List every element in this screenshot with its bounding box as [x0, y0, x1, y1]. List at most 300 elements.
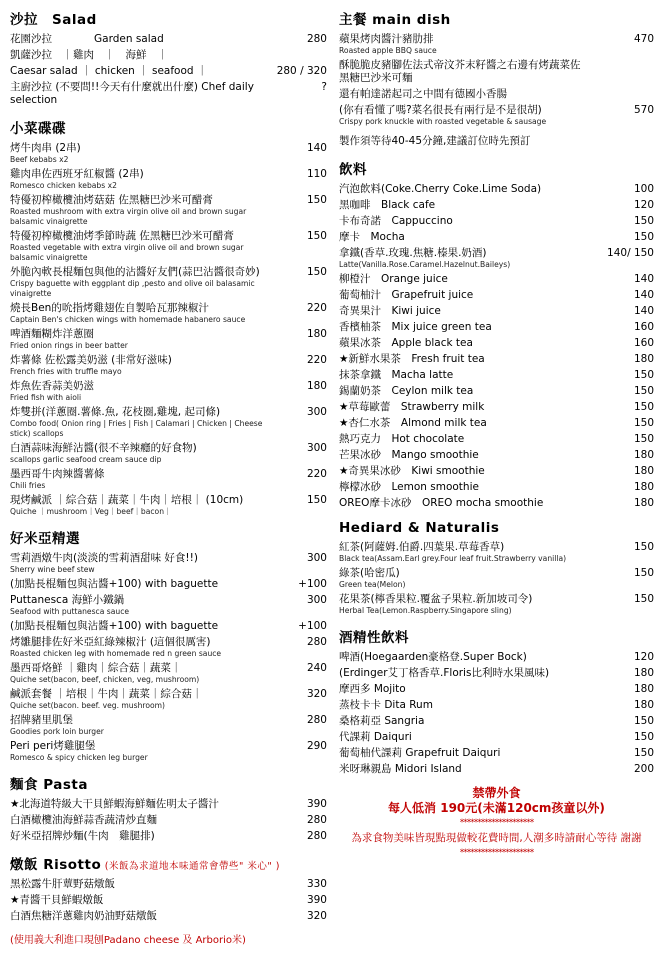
menu-item-name: 炸魚佐香蒜美奶滋 — [10, 380, 94, 392]
menu-item-name: 柳橙汁 Orange juice — [338, 273, 448, 285]
section-title-text: 好米亞精選 — [10, 531, 80, 547]
menu-item — [339, 715, 654, 728]
menu-item-text — [339, 337, 596, 350]
menu-item-price: 160 — [633, 337, 654, 349]
menu-item-name: ★奇異果冰砂 Kiwi smoothie — [338, 465, 485, 477]
menu-item-description: Captain Ben's chicken wings with homemade habanero sauce — [10, 315, 246, 324]
menu-item-text — [339, 183, 596, 196]
menu-item — [339, 353, 654, 366]
menu-item-price: 280 — [306, 814, 327, 826]
menu-item-price: +100 — [298, 578, 327, 590]
menu-item-price: 300 — [306, 594, 327, 606]
right-footer-block — [339, 786, 654, 861]
menu-item — [10, 662, 327, 685]
menu-item-text — [10, 594, 275, 617]
menu-item-name: 酥脆脆皮豬腳佐法式帝汶芥末籽醬之右邊有烤蔬菜佐黑糖巴沙米可麵 — [338, 59, 581, 84]
section-title-text: 麵食 Pasta — [10, 777, 88, 793]
menu-item — [10, 594, 327, 617]
menu-item-name: OREO摩卡冰砂 OREO mocha smoothie — [338, 497, 544, 509]
menu-item-name: 熱巧克力 Hot chocolate — [338, 433, 465, 445]
menu-item — [339, 33, 654, 56]
menu-item-description: Goodies pork loin burger — [10, 727, 104, 736]
menu-item — [339, 231, 654, 244]
menu-item-description: Latte(Vanilla.Rose.Caramel.Hazelnut.Baileys) — [338, 260, 511, 269]
menu-item-text — [339, 667, 596, 680]
menu-item-text — [10, 65, 275, 78]
menu-item-price: 180 — [633, 683, 654, 695]
menu-item — [10, 468, 327, 491]
menu-item-price: 220 — [306, 354, 327, 366]
footer-stars-top: ********************* — [459, 818, 534, 828]
menu-item-price: 330 — [306, 878, 327, 890]
menu-item — [10, 33, 327, 46]
menu-item-text — [339, 59, 596, 85]
menu-item-price: 180 — [633, 465, 654, 477]
section-title-rice — [10, 527, 327, 547]
menu-item — [10, 878, 327, 891]
menu-item — [339, 417, 654, 430]
menu-item-price: 150 — [633, 731, 654, 743]
menu-item-price: 150 — [633, 593, 654, 605]
menu-item — [10, 49, 327, 62]
footer-minimum-charge: 每人低消 190元(未滿120cm孩童以外) — [388, 801, 605, 815]
menu-item-name: 綠茶(哈密瓜) — [338, 567, 400, 579]
menu-item-text — [339, 465, 596, 478]
menu-item-name: 奇異果汁 Kiwi juice — [338, 305, 441, 317]
menu-item-text — [339, 593, 596, 616]
menu-item-name: 紅茶(阿薩姆.伯爵.四葉果.草莓香草) — [338, 541, 505, 553]
menu-item-text — [10, 798, 275, 811]
menu-item-text — [339, 449, 596, 462]
menu-item-text — [10, 830, 275, 843]
menu-item-text — [339, 104, 596, 127]
menu-item-text — [10, 878, 275, 891]
menu-item-price: 150 — [306, 494, 327, 506]
menu-item-name: ★杏仁水茶 Almond milk tea — [338, 417, 487, 429]
menu-item-name: 啤酒麵糊炸洋蔥圈 — [10, 328, 94, 340]
menu-item — [10, 266, 327, 299]
menu-item-name: 摩西多 Mojito — [338, 683, 406, 695]
menu-item-name: (你有看懂了嗎?菜名很長有兩行是不是很胡) — [338, 104, 542, 116]
menu-item-name: 燒長Ben的吮指烤雞翅佐自製哈瓦那辣椒汁 — [10, 302, 209, 314]
menu-item-name: 桑格莉亞 Sangria — [338, 715, 425, 727]
menu-item — [10, 798, 327, 811]
menu-item-name: 招牌豬里肌堡 — [10, 714, 73, 726]
footer-no-outside-food: 禁帶外食 — [472, 786, 521, 800]
menu-item-name: 汽泡飲料(Coke.Cherry Coke.Lime Soda) — [338, 183, 542, 195]
menu-item-description: Fried fish with aioli — [10, 393, 82, 402]
menu-item-text — [10, 81, 275, 107]
menu-item — [339, 183, 654, 196]
menu-item-price: 300 — [306, 406, 327, 418]
menu-item-text — [10, 662, 275, 685]
menu-item-name: 現烤鹹派 ｜綜合菇｜蔬菜｜牛肉｜培根｜ (10cm) — [10, 494, 244, 506]
menu-item-text — [339, 497, 596, 510]
menu-item — [10, 894, 327, 907]
menu-item — [10, 636, 327, 659]
menu-item-price: 200 — [633, 763, 654, 775]
menu-item — [339, 385, 654, 398]
menu-item-text — [339, 289, 596, 302]
menu-item — [339, 433, 654, 446]
menu-item-price: 150 — [306, 230, 327, 242]
menu-item-price: 180 — [633, 481, 654, 493]
menu-item-text — [339, 88, 596, 101]
menu-item-text — [10, 33, 275, 46]
menu-item-text — [10, 714, 275, 737]
menu-item-text — [10, 494, 275, 517]
menu-item-text — [339, 481, 596, 494]
menu-item — [10, 65, 327, 78]
menu-item — [339, 401, 654, 414]
menu-item-text — [10, 194, 275, 227]
menu-item — [339, 497, 654, 510]
menu-item-name: 蘋果冰茶 Apple black tea — [338, 337, 473, 349]
menu-item-text — [339, 731, 596, 744]
menu-item-name: 烤雛腿排佐好米亞紅綠辣椒汁 (這個很厲害) — [10, 636, 211, 648]
menu-item-name: 主廚沙拉 (不要問!!今天有什麼就出什麼) Chef daily selection — [10, 81, 254, 106]
menu-item — [10, 494, 327, 517]
menu-item-name: 葡萄柚汁 Grapefruit juice — [338, 289, 474, 301]
menu-item-price: 150 — [633, 567, 654, 579]
menu-item-name: Puttanesca 海鮮小鐵鍋 — [10, 594, 125, 606]
menu-item-description: Quiche ｜mushroom｜Veg｜beef｜bacon｜ — [10, 507, 172, 516]
menu-item-name: ★新鮮水果茶 Fresh fruit tea — [338, 353, 485, 365]
menu-item-price: 150 — [633, 369, 654, 381]
menu-item — [339, 593, 654, 616]
menu-item-name: 還有帕達諾起司之中間有德國小香腸 — [338, 88, 507, 100]
menu-item-price: 180 — [633, 497, 654, 509]
menu-item — [10, 168, 327, 191]
menu-item-price: ? — [321, 81, 327, 93]
menu-item-text — [339, 763, 596, 776]
menu-item-price: 140 — [633, 289, 654, 301]
menu-item-name: 代課莉 Daiquri — [338, 731, 412, 743]
section-title-salad — [10, 8, 327, 28]
menu-item-text — [10, 552, 275, 575]
menu-item-name: 墨西哥烙鮮 ｜雞肉｜綜合菇｜蔬菜｜ — [10, 662, 182, 674]
menu-item-text — [10, 142, 275, 165]
menu-item — [339, 731, 654, 744]
menu-item — [10, 328, 327, 351]
menu-item-price: 390 — [306, 798, 327, 810]
menu-item-text — [339, 369, 596, 382]
menu-item — [10, 714, 327, 737]
menu-item — [339, 481, 654, 494]
menu-item-text — [10, 814, 275, 827]
menu-item-text — [10, 406, 275, 439]
menu-item-price: 290 — [306, 740, 327, 752]
menu-item-name: 錫蘭奶茶 Ceylon milk tea — [338, 385, 474, 397]
menu-item-name: (加點長棍麵包與沾醬+100) with baguette — [10, 620, 219, 632]
menu-item — [339, 321, 654, 334]
menu-item-price: 150 — [633, 231, 654, 243]
menu-item — [10, 578, 327, 591]
menu-item-text — [10, 266, 275, 299]
menu-item-text — [10, 620, 275, 633]
menu-item-text — [10, 578, 275, 591]
menu-item — [339, 305, 654, 318]
section-title-text: Hediard & Naturalis — [338, 520, 500, 536]
menu-item — [339, 567, 654, 590]
menu-item-price: 320 — [306, 688, 327, 700]
menu-item-text — [10, 302, 275, 325]
menu-item-name: 花園沙拉 Garden salad — [10, 33, 164, 45]
menu-item-price: 150 — [306, 266, 327, 278]
menu-item-text — [339, 433, 596, 446]
menu-item — [10, 688, 327, 711]
menu-item-text — [10, 740, 275, 763]
menu-item-price: 280 — [306, 636, 327, 648]
menu-item-description: Crispy baguette with eggplant dip ,pesto and olive oil balasamic vinaigrette — [10, 279, 255, 298]
menu-item-name: 黑松露牛肝蕈野菇燉飯 — [10, 878, 115, 890]
menu-item-name: 香檳柚茶 Mix juice green tea — [338, 321, 492, 333]
menu-item-price: 180 — [633, 353, 654, 365]
menu-item — [339, 289, 654, 302]
menu-item-price: 140 — [306, 142, 327, 154]
menu-item-text — [10, 442, 275, 465]
menu-item — [10, 302, 327, 325]
menu-item — [10, 142, 327, 165]
menu-item-price: 470 — [633, 33, 654, 45]
right-column — [335, 8, 654, 960]
menu-item-price: 320 — [306, 910, 327, 922]
menu-item — [339, 273, 654, 286]
section-title-hediard — [339, 520, 654, 536]
menu-item-text — [339, 683, 596, 696]
menu-item-price: 570 — [633, 104, 654, 116]
menu-item-name: 好米亞招牌炒麵(牛肉 雞腿排) — [10, 830, 155, 842]
menu-item-description: Black tea(Assam.Earl grey.Four leaf fruit.Strawberry vanilla) — [338, 554, 567, 563]
section-note: 製作須等待40-45分鐘,建議訂位時先預訂 — [338, 135, 531, 147]
menu-item-description: Romesco & spicy chicken leg burger — [10, 753, 148, 762]
menu-item-name: 鹹派套餐 ｜培根｜牛肉｜蔬菜｜綜合菇｜ — [10, 688, 203, 700]
menu-item-text — [10, 894, 275, 907]
menu-item-text — [339, 651, 596, 664]
menu-item-description: Roasted chicken leg with homemade red n green sauce — [10, 649, 222, 658]
menu-item-description: Seafood with puttanesca sauce — [10, 607, 130, 616]
menu-item — [339, 88, 654, 101]
menu-item — [339, 337, 654, 350]
section-title-alcohol — [339, 626, 654, 646]
menu-item-price: 150 — [306, 194, 327, 206]
menu-item-name: 啤酒(Hoegaarden豪格登.Super Bock) — [338, 651, 527, 663]
menu-item-text — [10, 168, 275, 191]
section-title-text: 小菜碟碟 — [10, 121, 66, 137]
menu-item-price: 150 — [633, 747, 654, 759]
menu-item-name: 花果茶(檸香果粒.覆盆子果粒.新加坡司令) — [338, 593, 533, 605]
menu-item-name: 蒸枝卡卡 Dita Rum — [338, 699, 433, 711]
left-footer-note: (使用義大利進口現刨Padano cheese 及 Arborio米) — [10, 935, 246, 946]
menu-item-price: 160 — [633, 321, 654, 333]
menu-item-name: 炸雙拼(洋蔥圈.薯條.魚, 花枝圈,雞塊, 起司條) — [10, 406, 221, 418]
menu-item-name: 檸檬冰砂 Lemon smoothie — [338, 481, 479, 493]
section-title-text: 主餐 main dish — [338, 12, 451, 28]
menu-item-price: 180 — [633, 667, 654, 679]
menu-item-text — [339, 305, 596, 318]
menu-item-text — [339, 199, 596, 212]
menu-item-name: 抹茶拿鐵 Macha latte — [338, 369, 454, 381]
menu-item — [339, 541, 654, 564]
menu-item-text — [339, 273, 596, 286]
menu-item-text — [10, 230, 275, 263]
menu-item-name: ★青醬干貝鮮蝦燉飯 — [10, 894, 104, 906]
menu-item-price: 180 — [633, 699, 654, 711]
menu-item-text — [339, 231, 596, 244]
menu-item-description: Romesco chicken kebabs x2 — [10, 181, 117, 190]
menu-item — [339, 59, 654, 85]
menu-item-price: 150 — [633, 401, 654, 413]
menu-item-price: 140/ 150 — [607, 247, 654, 259]
menu-item-name: 黑咖啡 Black cafe — [338, 199, 436, 211]
menu-item-price: 240 — [306, 662, 327, 674]
menu-item — [339, 465, 654, 478]
menu-item-name: 特優初榨橄欖油烤季節時蔬 佐黑糖巴沙米可醋膏 — [10, 230, 234, 242]
menu-item-name: (加點長棍麵包與沾醬+100) with baguette — [10, 578, 219, 590]
menu-item-name: Peri peri烤雞腿堡 — [10, 740, 96, 752]
menu-item — [10, 830, 327, 843]
menu-item-price: 150 — [633, 715, 654, 727]
menu-item-name: 白酒橄欖油海鮮蒜香蔬清炒直麵 — [10, 814, 157, 826]
menu-item — [339, 247, 654, 270]
menu-item — [339, 199, 654, 212]
section-title-drinks — [339, 158, 654, 178]
menu-item-price: 110 — [306, 168, 327, 180]
menu-item-text — [339, 353, 596, 366]
menu-item — [339, 104, 654, 127]
menu-item-name: 雞肉串佐西班牙紅椒醬 (2串) — [10, 168, 144, 180]
section-title-pasta — [10, 773, 327, 793]
menu-item — [10, 81, 327, 107]
menu-item-name: 拿鐵(香草.玫瑰.焦糖.榛果.奶酒) — [338, 247, 487, 259]
menu-item-text — [10, 49, 275, 62]
menu-item-text — [339, 215, 596, 228]
menu-item-price: 220 — [306, 468, 327, 480]
menu-item-text — [10, 328, 275, 351]
menu-item-name: 白酒蒜味海鮮沾醬(很不辛辣癮的好食物) — [10, 442, 197, 454]
menu-item — [10, 442, 327, 465]
menu-item — [339, 369, 654, 382]
menu-item-price: +100 — [298, 620, 327, 632]
section-title-risotto — [10, 853, 327, 873]
menu-item-text — [339, 541, 596, 564]
menu-item-price: 280 — [306, 714, 327, 726]
menu-item-text — [10, 636, 275, 659]
menu-item-description: Sherry wine beef stew — [10, 565, 95, 574]
menu-item — [10, 354, 327, 377]
left-column — [10, 8, 335, 960]
section-title-small-dishes — [10, 117, 327, 137]
section-title-note: (米飯為求道地本味通常會帶些" 米心" ) — [101, 861, 280, 872]
menu-item — [339, 763, 654, 776]
menu-item-text — [339, 715, 596, 728]
menu-item-price: 220 — [306, 302, 327, 314]
menu-item-price: 280 — [306, 830, 327, 842]
menu-item — [10, 740, 327, 763]
menu-item-text — [10, 380, 275, 403]
menu-item-description: Chili fries — [10, 481, 46, 490]
menu-item-text — [339, 321, 596, 334]
menu-item — [339, 699, 654, 712]
menu-item-name: 烤牛肉串 (2串) — [10, 142, 81, 154]
menu-item-description: Quiche set(bacon. beef. veg. mushroom) — [10, 701, 165, 710]
menu-item-description: Herbal Tea(Lemon.Raspberry.Singapore sling) — [338, 606, 512, 615]
menu-item — [339, 449, 654, 462]
menu-item-text — [339, 33, 596, 56]
menu-item-name: Caesar salad ｜ chicken ｜ seafood ｜ — [10, 65, 208, 77]
menu-item-text — [339, 417, 596, 430]
menu-item-description: Combo food( Onion ring | Fries | Fish | Calamari | Chicken | Cheese stick) scallops — [10, 419, 263, 438]
menu-item-price: 390 — [306, 894, 327, 906]
menu-item-name: 米呀琳親島 Midori Island — [338, 763, 462, 775]
menu-item-text — [10, 354, 275, 377]
menu-item — [10, 406, 327, 439]
menu-item-description: Crispy pork knuckle with roasted vegetable & sausage — [338, 117, 547, 126]
menu-item-price: 150 — [633, 433, 654, 445]
menu-item-name: 墨西哥牛肉辣醬薯條 — [10, 468, 105, 480]
menu-item-name: ★草莓歐蕾 Strawberry milk — [338, 401, 485, 413]
menu-item-text — [339, 401, 596, 414]
menu-item-price: 180 — [306, 380, 327, 392]
menu-item-price: 300 — [306, 552, 327, 564]
section-title-text: 沙拉 Salad — [10, 12, 97, 28]
menu-item-name: 卡布奇諾 Cappuccino — [338, 215, 453, 227]
menu-item-price: 140 — [633, 305, 654, 317]
menu-item-text — [10, 468, 275, 491]
menu-item-price: 180 — [633, 449, 654, 461]
menu-item-name: 雪莉酒燉牛肉(淡淡的雪莉酒甜味 好食!!) — [10, 552, 198, 564]
menu-item-price: 140 — [633, 273, 654, 285]
menu-item-description: scallops garlic seafood cream sauce dip — [10, 455, 162, 464]
menu-item-price: 150 — [633, 215, 654, 227]
menu-item-name: 芒果冰砂 Mango smoothie — [338, 449, 479, 461]
menu-item-text — [339, 247, 596, 270]
section-title-main-dish — [339, 8, 654, 28]
menu-item-name: 凱薩沙拉 ｜雞肉 ｜ 海鮮 ｜ — [10, 49, 168, 61]
menu-item — [10, 814, 327, 827]
menu-item — [339, 667, 654, 680]
menu-item-price: 180 — [306, 328, 327, 340]
footer-wait-notice: 為求食物美味皆現點現做較花費時間,人潮多時請耐心等待 謝謝 — [351, 832, 642, 844]
menu-item-price: 120 — [633, 651, 654, 663]
menu-item-price: 280 — [306, 33, 327, 45]
menu-item-price: 150 — [633, 385, 654, 397]
menu-item-text — [339, 385, 596, 398]
menu-item-price: 120 — [633, 199, 654, 211]
menu-item-text — [339, 747, 596, 760]
menu-item-price: 150 — [633, 541, 654, 553]
menu-item-text — [10, 688, 275, 711]
menu-item-price: 100 — [633, 183, 654, 195]
menu-item — [10, 380, 327, 403]
section-title-text: 飲料 — [338, 162, 367, 178]
menu-item-description: Roasted apple BBQ sauce — [338, 46, 437, 55]
section-title-text: 燉飯 Risotto — [10, 857, 102, 873]
menu-item-price: 150 — [633, 417, 654, 429]
menu-item — [339, 683, 654, 696]
menu-item-description: Green tea(Melon) — [338, 580, 406, 589]
menu-item-description: Fried onion rings in beer batter — [10, 341, 128, 350]
menu-item-text — [10, 910, 275, 923]
menu-item-name: 炸薯條 佐松露美奶滋 (非常好滋味) — [10, 354, 172, 366]
menu-item-text — [339, 567, 596, 590]
menu-item-description: Roasted vegetable with extra virgin olive oil and brown sugar balsamic vinaigrette — [10, 243, 244, 262]
menu-item-price: 300 — [306, 442, 327, 454]
menu-item — [339, 215, 654, 228]
menu-item-description: Roasted mushroom with extra virgin olive oil and brown sugar balsamic vinaigrette — [10, 207, 247, 226]
menu-item-name: ★北海道特級大干貝鮮蝦海鮮麵佐明太子醬汁 — [10, 798, 219, 810]
menu-item-description: Quiche set(bacon, beef, chicken, veg, mushroom) — [10, 675, 200, 684]
